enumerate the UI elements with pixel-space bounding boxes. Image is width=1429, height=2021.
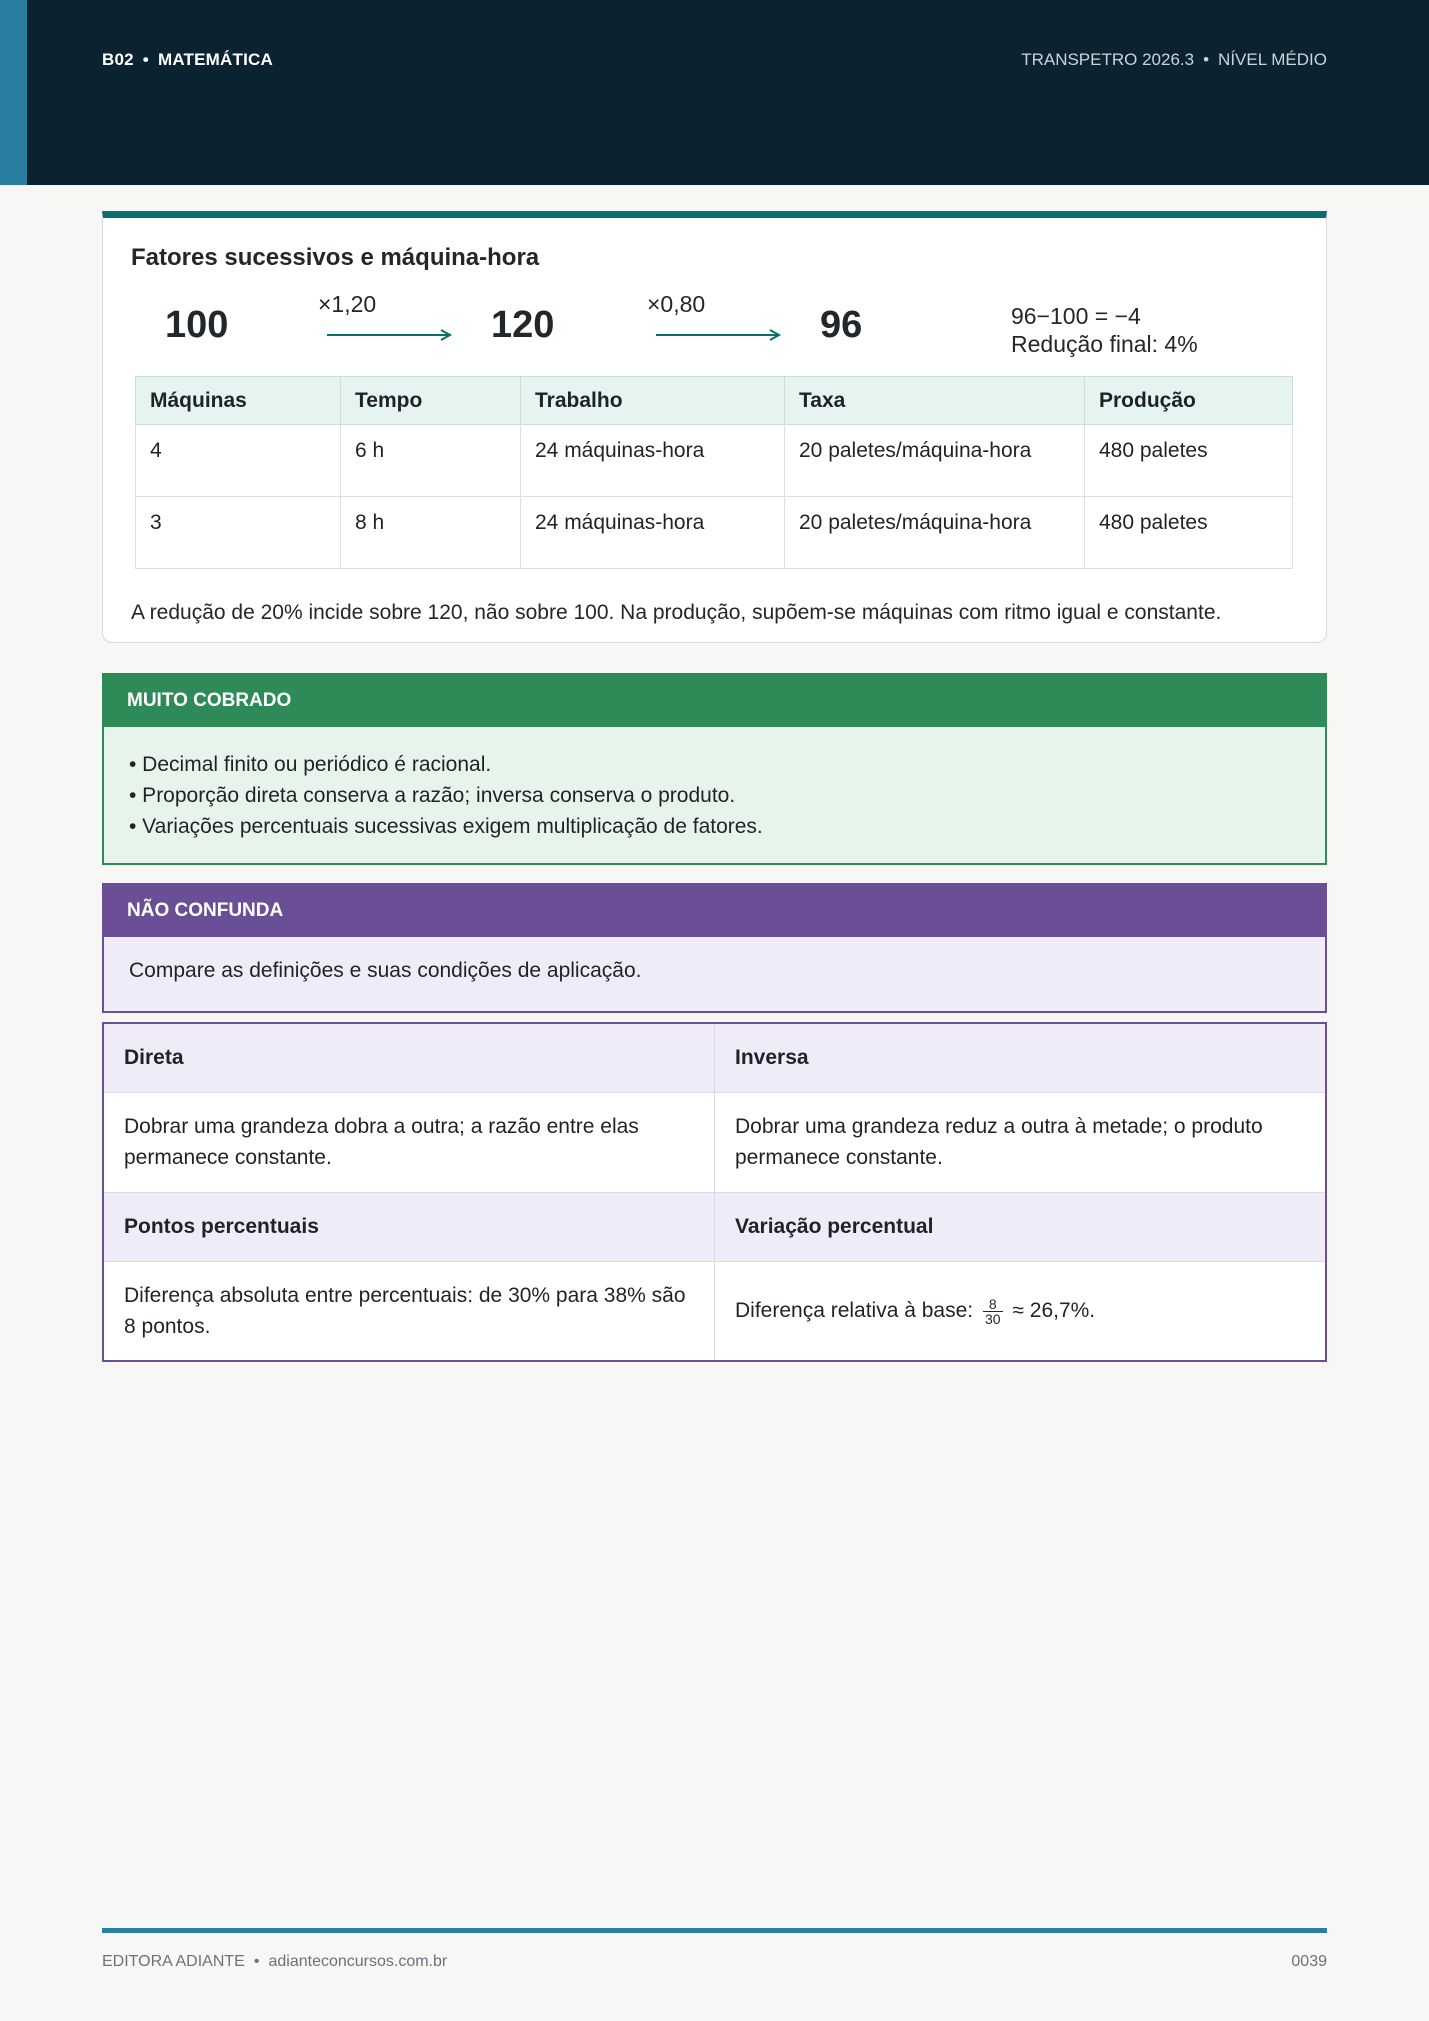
header-separator: • (1203, 50, 1210, 69)
grid-body-direta: Dobrar uma grandeza dobra a outra; a razão entre elas permanece constante. (103, 1092, 715, 1192)
header-section-code: B02 (102, 50, 134, 69)
header-separator: • (142, 50, 149, 69)
grid-body-row (103, 1092, 1326, 1192)
grid-body-pontos: Diferença absoluta entre percentuais: de 30% para 38% são 8 pontos. (103, 1261, 715, 1361)
nao-confunda-box (102, 883, 1327, 1013)
table-row (136, 497, 1293, 569)
table-cell: 480 paletes (1085, 497, 1293, 569)
grid-header-variacao: Variação percentual (715, 1192, 1327, 1261)
muito-cobrado-list (104, 727, 1325, 842)
arrow-right-icon (654, 328, 784, 342)
column-header: Tempo (341, 377, 521, 425)
arrow-right-icon (325, 328, 455, 342)
flow-value-middle: 120 (491, 304, 555, 346)
header-exam-label (1021, 50, 1327, 70)
card-title: Fatores sucessivos e máquina-hora (131, 244, 540, 271)
table-cell: 4 (136, 425, 341, 497)
header-section-label (102, 50, 273, 70)
table-cell: 24 máquinas-hora (521, 425, 785, 497)
grid-header-direta: Direta (103, 1023, 715, 1092)
muito-cobrado-box (102, 673, 1327, 865)
flow-value-final: 96 (820, 304, 863, 346)
successive-factors-card (102, 211, 1327, 643)
table-cell: 20 paletes/máquina-hora (785, 425, 1085, 497)
column-header: Máquinas (136, 377, 341, 425)
grid-header-row (103, 1192, 1326, 1261)
flow-factor-decrease: ×0,80 (647, 291, 706, 317)
grid-header-inversa: Inversa (715, 1023, 1327, 1092)
grid-header-pontos: Pontos percentuais (103, 1192, 715, 1261)
fraction (983, 1297, 1003, 1326)
footer-rule (102, 1928, 1327, 1933)
grid-body-row (103, 1261, 1326, 1361)
flow-difference: 96−100 = −4 (1011, 303, 1141, 329)
fraction-numerator: 8 (983, 1297, 1003, 1312)
page-number: 0039 (1291, 1953, 1327, 1970)
column-header: Trabalho (521, 377, 785, 425)
table-cell: 8 h (341, 497, 521, 569)
page-header (0, 0, 1429, 185)
table-cell: 3 (136, 497, 341, 569)
header-exam-name: TRANSPETRO 2026.3 (1021, 50, 1195, 69)
footer-publisher-name: EDITORA ADIANTE (102, 1953, 245, 1970)
fraction-denominator: 30 (984, 1311, 1001, 1328)
machine-hour-table (135, 376, 1293, 569)
variacao-suffix: ≈ 26,7%. (1012, 1299, 1096, 1323)
footer-separator: • (253, 1953, 260, 1970)
table-row (136, 425, 1293, 497)
table-cell: 20 paletes/máquina-hora (785, 497, 1085, 569)
muito-cobrado-title: MUITO COBRADO (104, 675, 1325, 727)
table-cell: 6 h (341, 425, 521, 497)
list-item: • Variações percentuais sucessivas exigem multiplicação de fatores. (129, 815, 763, 838)
flow-value-initial: 100 (165, 304, 229, 346)
footer-publisher (102, 1953, 447, 1971)
flow-factor-increase: ×1,20 (318, 291, 377, 317)
header-subject: MATEMÁTICA (157, 50, 273, 69)
flow-result-note (1011, 302, 1198, 358)
column-header: Produção (1085, 377, 1293, 425)
variacao-prefix: Diferença relativa à base: (735, 1299, 974, 1323)
nao-confunda-intro: Compare as definições e suas condições de aplicação. (129, 959, 642, 982)
list-item: • Decimal finito ou periódico é racional. (129, 753, 492, 776)
footer-website[interactable]: adianteconcursos.com.br (268, 1953, 448, 1970)
comparison-grid (102, 1022, 1327, 1362)
table-cell: 480 paletes (1085, 425, 1293, 497)
header-level: NÍVEL MÉDIO (1218, 50, 1327, 69)
grid-body-variacao (715, 1261, 1327, 1361)
grid-header-row (103, 1023, 1326, 1092)
flow-final-reduction: Redução final: 4% (1011, 331, 1198, 357)
header-accent-bar (0, 0, 27, 185)
nao-confunda-title: NÃO CONFUNDA (104, 885, 1325, 937)
list-item: • Proporção direta conserva a razão; inversa conserva o produto. (129, 784, 736, 807)
card-footnote: A redução de 20% incide sobre 120, não sobre 100. Na produção, supõem-se máquinas com ritmo igual e constante. (131, 601, 1222, 624)
column-header: Taxa (785, 377, 1085, 425)
table-cell: 24 máquinas-hora (521, 497, 785, 569)
grid-body-inversa: Dobrar uma grandeza reduz a outra à metade; o produto permanece constante. (715, 1092, 1327, 1192)
table-header-row (136, 377, 1293, 425)
